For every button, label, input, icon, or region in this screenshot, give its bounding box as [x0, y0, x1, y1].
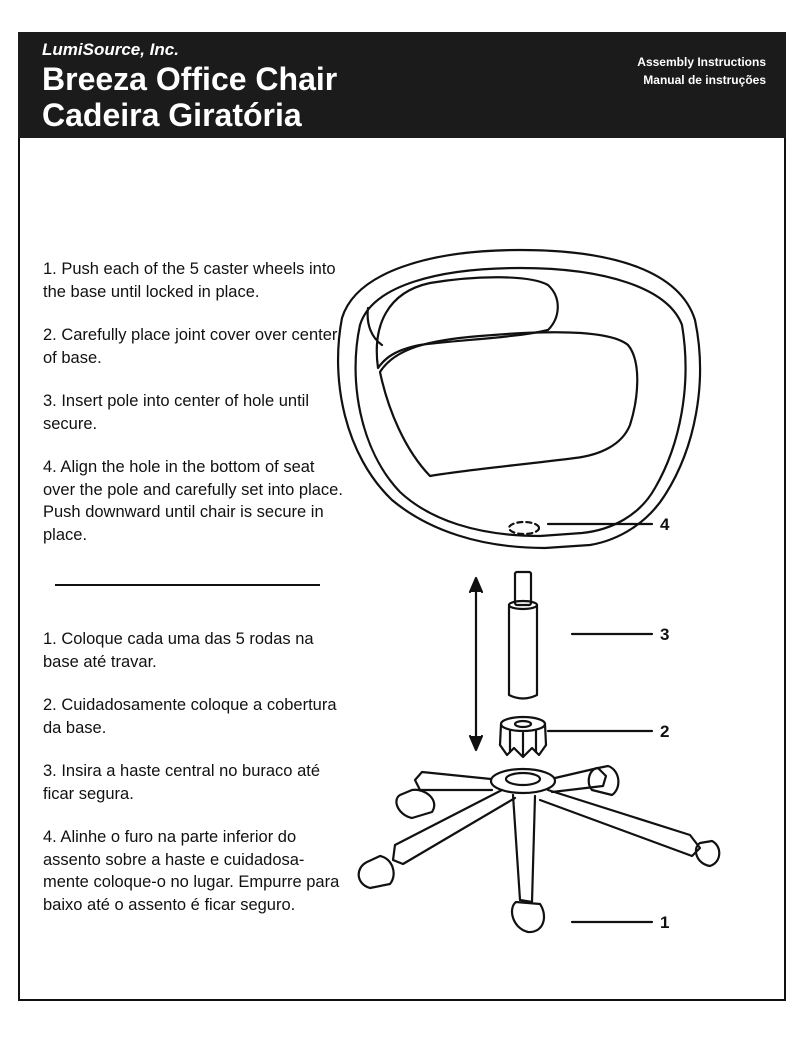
joint-cover-illustration — [500, 717, 546, 757]
step-en-3: 3. Insert pole into center of hole until secure. — [43, 392, 309, 433]
step-pt-4: 4. Alinhe o furo na parte inferior do assento sobre a haste e cuidadosa-mente coloque-o no lugar. Empurre para baixo até o assento é ficar seguro. — [43, 828, 340, 914]
callout-label-joint-cover: 2 — [660, 722, 670, 741]
step-en-2: 2. Carefully place joint cover over center of base. — [43, 326, 338, 367]
step-en-4: 4. Align the hole in the bottom of seat over the pole and carefully set into place. Push downward until chair is secure in place. — [43, 458, 343, 544]
step-pt-3: 3. Insira a haste central no buraco até ficar segura. — [43, 762, 321, 803]
step-pt-2: 2. Cuidadosamente coloque a cobertura da base. — [43, 696, 337, 737]
assembly-arrow — [470, 578, 482, 750]
page-title: Breeza Office Chair — [42, 61, 338, 97]
base-illustration — [359, 766, 720, 932]
step-en-1: 1. Push each of the 5 caster wheels into the base until locked in place. — [43, 260, 336, 301]
pole-illustration — [509, 572, 537, 699]
seat-illustration — [338, 250, 700, 548]
doc-type-en: Assembly Instructions — [637, 55, 766, 69]
seat-hole — [509, 522, 539, 534]
callout-label-seat: 4 — [660, 515, 670, 534]
brand-logo: LumiSource, Inc. — [42, 40, 179, 59]
callout-label-pole: 3 — [660, 625, 670, 644]
doc-type-pt: Manual de instruções — [643, 73, 766, 87]
step-pt-1: 1. Coloque cada uma das 5 rodas na base até travar. — [43, 630, 314, 671]
callout-label-base: 1 — [660, 913, 670, 932]
page-subtitle: Cadeira Giratória — [42, 97, 302, 133]
